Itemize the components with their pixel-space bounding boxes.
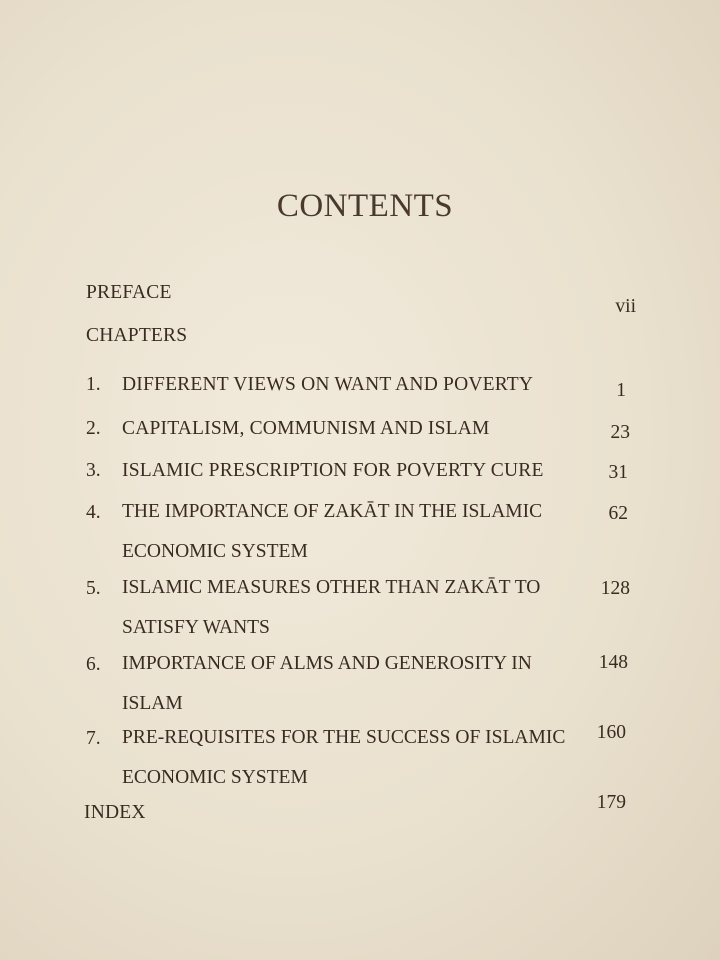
chapter-7-page: 160 [596, 722, 626, 743]
chapter-5-title: ISLAMIC MEASURES OTHER THAN ZAKĀT TO SATISFY WANTS [122, 577, 541, 638]
preface-label: PREFACE [86, 282, 172, 303]
chapter-2-title: CAPITALISM, COMMUNISM AND ISLAM [122, 418, 490, 439]
chapter-5-page: 128 [600, 578, 630, 599]
chapter-7-title: PRE-REQUISITES FOR THE SUCCESS OF ISLAMIC ECONOMIC SYSTEM [122, 727, 566, 788]
chapter-4-number: 4. [86, 502, 101, 523]
chapter-2-page: 23 [610, 422, 630, 443]
chapters-heading: CHAPTERS [86, 325, 188, 346]
chapter-5-number: 5. [86, 578, 101, 599]
index-label: INDEX [84, 802, 146, 823]
chapter-6-page: 148 [598, 652, 628, 673]
chapter-6-number: 6. [86, 654, 101, 675]
chapter-3-title: ISLAMIC PRESCRIPTION FOR POVERTY CURE [122, 460, 544, 481]
chapter-1-title: DIFFERENT VIEWS ON WANT AND POVERTY [122, 374, 534, 395]
chapter-1-page: 1 [616, 380, 626, 401]
chapter-2-number: 2. [86, 418, 101, 439]
chapter-7-number: 7. [86, 728, 101, 749]
page-title: CONTENTS [276, 188, 454, 224]
chapter-6-title: IMPORTANCE OF ALMS AND GENEROSITY IN ISLAM [122, 653, 532, 714]
index-page: 179 [596, 792, 626, 813]
chapter-1-number: 1. [86, 374, 101, 395]
chapter-3-number: 3. [86, 460, 101, 481]
chapter-3-page: 31 [608, 462, 628, 483]
preface-page: vii [615, 296, 636, 317]
chapter-4-title: THE IMPORTANCE OF ZAKĀT IN THE ISLAMIC ECONOMIC SYSTEM [122, 501, 543, 562]
chapter-4-page: 62 [608, 503, 628, 524]
